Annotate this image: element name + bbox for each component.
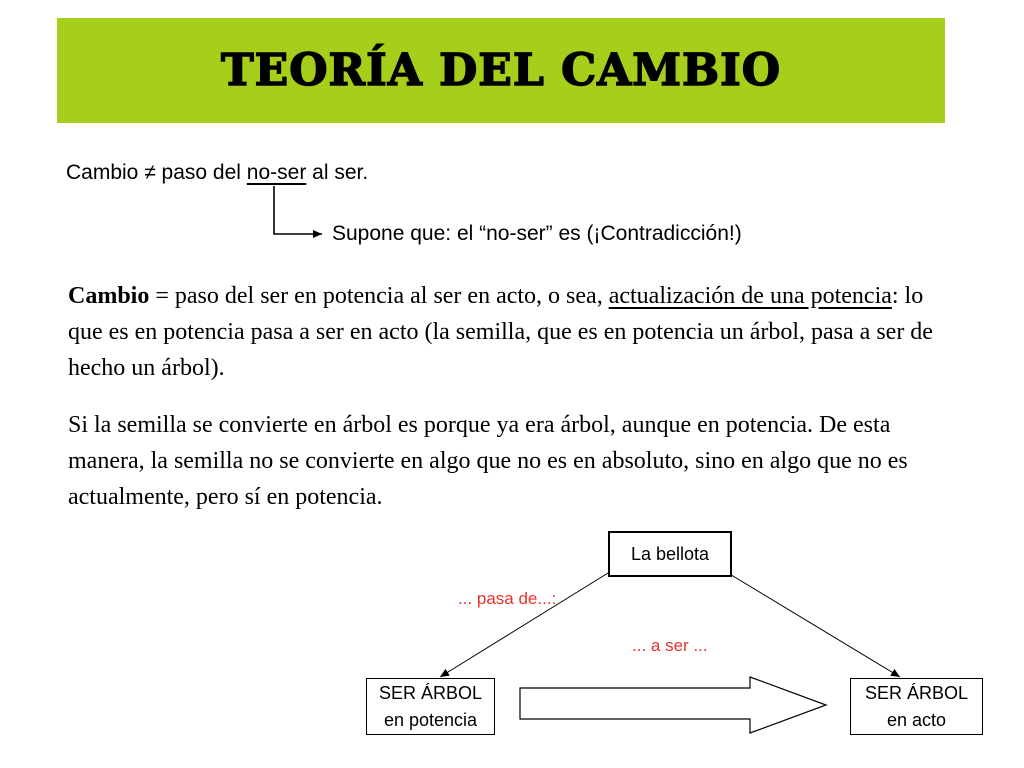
paragraph1-bold: Cambio (68, 283, 150, 309)
paragraph1-text-b: : lo que es en potencia pasa a ser en acto (la semilla, que es en potencia un árbol, pasa a ser de hecho un árbol). (68, 283, 933, 381)
line-to-acto (728, 573, 900, 677)
box-ser-arbol-potencia (366, 678, 495, 735)
paragraph1-underlined: actualización de una potencia (608, 283, 892, 309)
note1-underlined: no-ser (246, 161, 307, 184)
bracket-arrow (274, 186, 322, 234)
box-ser-arbol-acto (850, 678, 983, 735)
note1-suffix: al ser. (306, 161, 369, 184)
label-pasa-de: ... pasa de...: (458, 589, 557, 608)
box-acto-line1: SER ÁRBOL (864, 682, 969, 703)
box-potencia-line2: en potencia (383, 709, 478, 730)
paragraph1-text-a: = paso del ser en potencia al ser en acto, o sea, (149, 283, 609, 309)
note1-prefix: Cambio ≠ paso del (66, 161, 247, 184)
label-a-ser: ... a ser ... (632, 636, 708, 655)
block-arrow (520, 677, 826, 733)
page-title: TEORÍA DEL CAMBIO (220, 45, 782, 96)
box-bellota-label: La bellota (630, 543, 710, 564)
box-la-bellota (608, 531, 732, 577)
paragraph-semilla: Si la semilla se convierte en árbol es porque ya era árbol, aunque en potencia. De esta manera, la semilla no se convierte en algo que no es en absoluto, sino en algo que no es actualmente, pero sí en potencia. (68, 412, 908, 510)
box-acto-line2: en acto (886, 709, 947, 730)
box-potencia-line1: SER ÁRBOL (378, 682, 483, 703)
note-supone-que: Supone que: el “no-ser” es (¡Contradicción!) (332, 222, 742, 245)
